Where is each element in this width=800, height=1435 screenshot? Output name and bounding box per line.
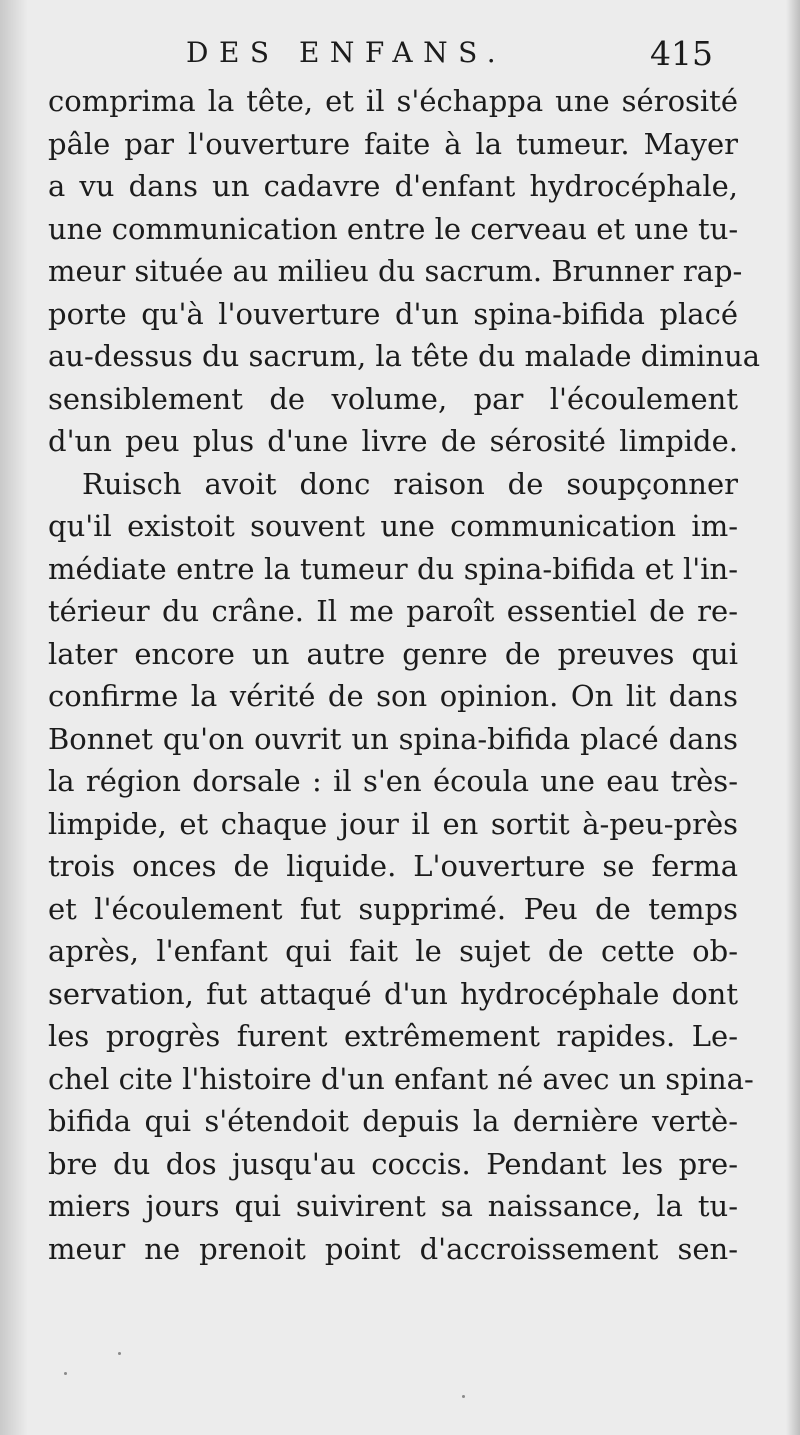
text-line: later encore un autre genre de preuves qui [48,636,738,671]
text-line: miers jours qui suivirent sa naissance, la tu- [48,1189,738,1223]
page-number: 415 [650,34,713,73]
text-line: comprima la tête, et il s'échappa une sérosité [48,84,738,118]
paper-speck [462,1395,465,1398]
text-line: térieur du crâne. Il me paroît essentiel de re- [48,594,738,628]
text-line: qu'il existoit souvent une communication im- [48,509,738,543]
text-line: trois onces de liquide. L'ouverture se ferma [48,849,738,883]
running-head: DES ENFANS. [186,36,507,69]
page-gutter-shadow [0,0,28,1435]
paragraph-first-line: Ruisch avoit donc raison de soupçonner [82,466,738,501]
text-line: servation, fut attaqué d'un hydrocéphale dont [48,976,738,1011]
text-line: les progrès furent extrêmement rapides. Le- [48,1019,738,1053]
paper-speck [64,1372,67,1375]
text-line: chel cite l'histoire d'un enfant né avec un spina- [48,1061,754,1096]
text-line: meur ne prenoit point d'accroissement sen- [48,1231,738,1266]
text-line: porte qu'à l'ouverture d'un spina-bifida placé [48,296,738,331]
text-line: médiate entre la tumeur du spina-bifida et l'in- [48,551,738,586]
text-line: après, l'enfant qui fait le sujet de cette ob- [48,934,738,968]
text-line: au-dessus du sacrum, la tête du malade diminua [48,339,761,373]
page-edge-shadow [786,0,800,1435]
text-line: une communication entre le cerveau et une tu- [48,211,739,246]
text-line: pâle par l'ouverture faite à la tumeur. Mayer [48,126,738,161]
body-text [48,80,761,1270]
text-line: sensiblement de volume, par l'écoulement [48,381,738,416]
text-line: limpide, et chaque jour il en sortit à-peu-près [48,806,738,841]
text-line: bifida qui s'étendoit depuis la dernière vertè- [48,1104,738,1138]
text-line: a vu dans un cadavre d'enfant hydrocéphale, [48,169,738,203]
text-line: et l'écoulement fut supprimé. Peu de temps [48,891,738,926]
text-line: bre du dos jusqu'au coccis. Pendant les pre- [48,1146,738,1181]
page-header [0,34,800,84]
text-line: confirme la vérité de son opinion. On lit dans [48,679,738,713]
text-line: meur située au milieu du sacrum. Brunner rap- [48,254,743,288]
paper-speck [118,1352,121,1355]
text-line: d'un peu plus d'une livre de sérosité limpide. [48,424,738,458]
text-line: Bonnet qu'on ouvrit un spina-bifida placé dans [48,721,738,756]
text-line: la région dorsale : il s'en écoula une eau très- [48,764,738,798]
